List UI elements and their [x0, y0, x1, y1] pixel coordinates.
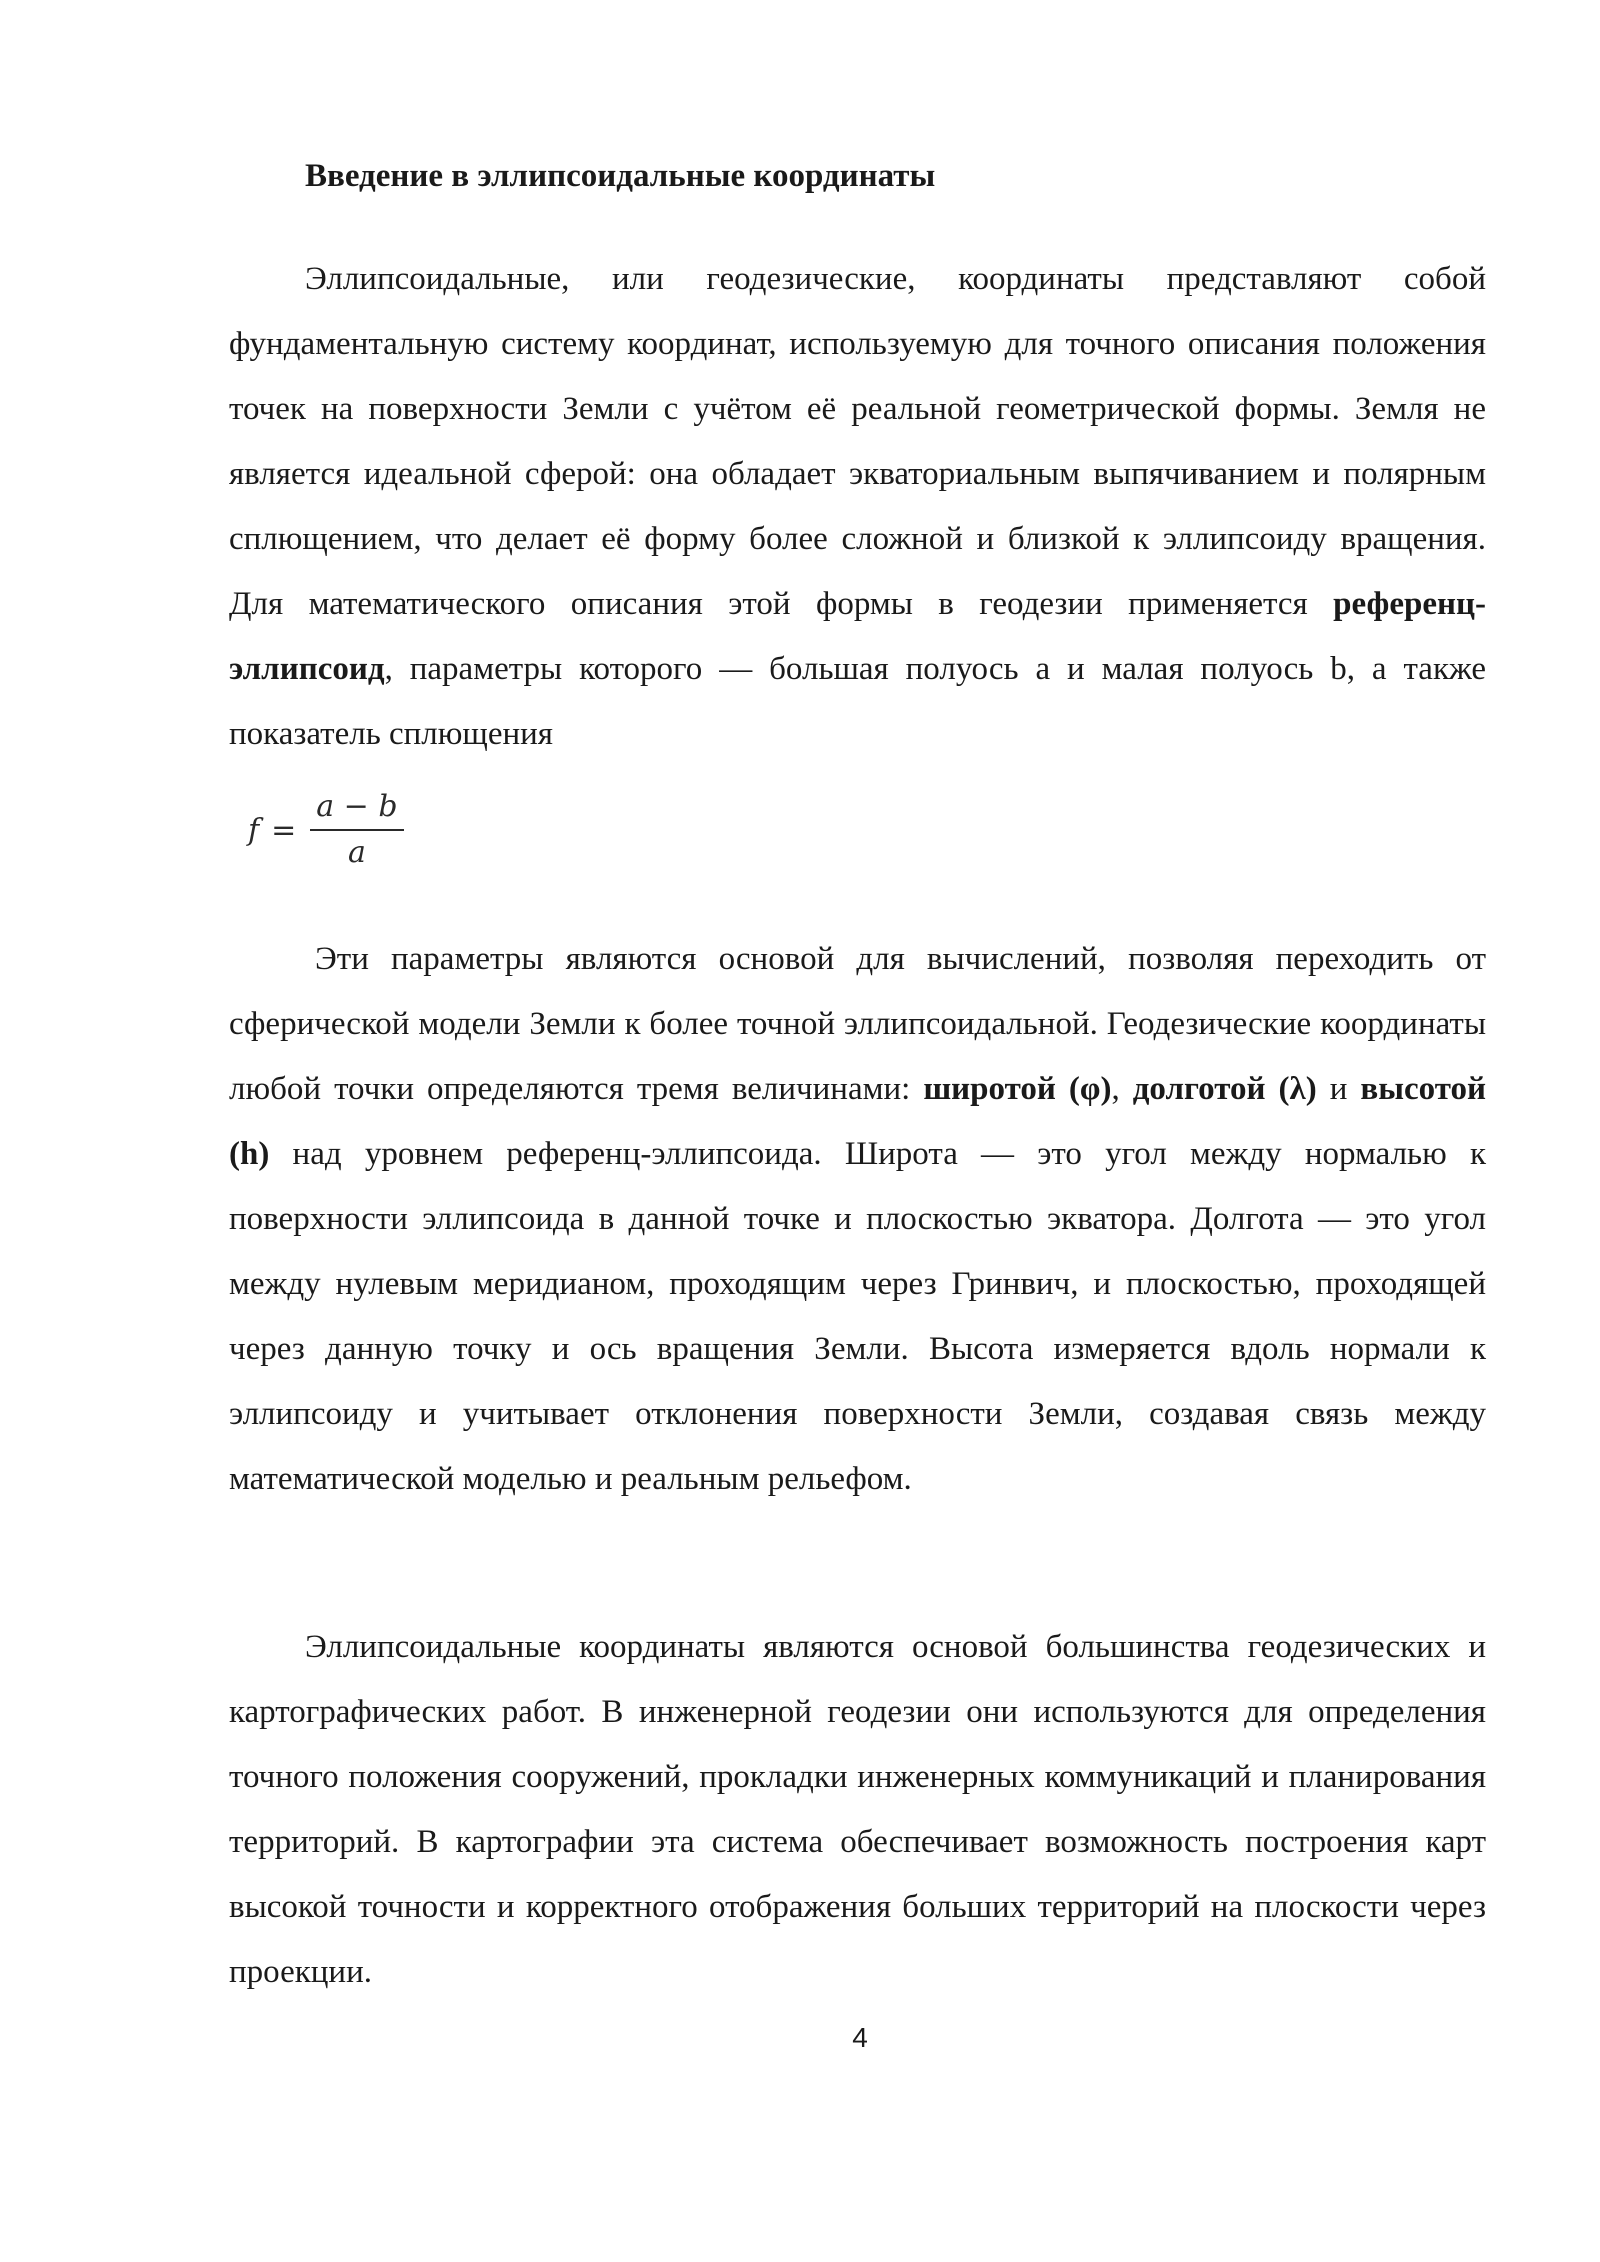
- height-term: высотой (h): [229, 1071, 1486, 1172]
- paragraph-1-text: [229, 247, 1486, 767]
- page-number: 4: [852, 2022, 868, 2053]
- formula-fraction: [310, 789, 403, 871]
- formula-numerator: a − b: [310, 789, 403, 831]
- paragraph-3: [229, 1615, 1486, 2005]
- reference-ellipsoid-term: референц-эллипсоид: [229, 586, 1486, 687]
- paragraph-1-part-2: , параметры которого — большая полуось a и малая полуось b, а также показатель сплющения: [229, 651, 1486, 752]
- paragraph-1-part-1: Эллипсоидальные, или геодезические, координаты представляют собой фундаментальную систему координат, используемую для точного описания положения точек на поверхности Земли с учётом её реальной геометрической формы. Земля не является идеальной сферой: она обладает экваториальным выпячиванием и полярным сплющением, что делает её форму более сложной и близкой к эллипсоиду вращения. Для математического описания этой формы в геодезии применяется: [229, 261, 1486, 622]
- flattening-formula: [248, 785, 404, 875]
- paragraph-3-text: Эллипсоидальные координаты являются основой большинства геодезических и картографических работ. В инженерной геодезии они используются для определения точного положения сооружений, прокладки инженерных коммуникаций и планирования территорий. В картографии эта система обеспечивает возможность построения карт высокой точности и корректного отображения больших территорий на плоскости через проекции.: [229, 1629, 1486, 1990]
- paragraph-2: [229, 927, 1486, 1512]
- paragraph-2-separator-1: ,: [1111, 1071, 1133, 1107]
- formula-lhs: f: [248, 812, 260, 848]
- formula-denominator: a: [347, 835, 366, 870]
- paragraph-2-part-1: Эти параметры являются основой для вычислений, позволяя переходить от сферической модели Земли к более точной эллипсоидальной. Геодезические координаты любой точки определяются тремя величинами:: [229, 941, 1486, 1107]
- latitude-term: широтой (φ): [923, 1071, 1112, 1107]
- paragraph-2-text: [229, 927, 1486, 1512]
- formula-equals: =: [271, 812, 297, 848]
- paragraph-2-part-2: над уровнем референц-эллипсоида. Широта — это угол между нормалью к поверхности эллипсоида в данной точке и плоскостью экватора. Долгота — это угол между нулевым меридианом, проходящим через Гринвич, и плоскостью, проходящей через данную точку и ось вращения Земли. Высота измеряется вдоль нормали к эллипсоиду и учитывает отклонения поверхности Земли, создавая связь между математической моделью и реальным рельефом.: [229, 1136, 1486, 1497]
- paragraph-2-separator-2: и: [1316, 1071, 1361, 1107]
- section-heading: Введение в эллипсоидальные координаты: [305, 158, 936, 194]
- longitude-term: долготой (λ): [1132, 1071, 1317, 1107]
- paragraph-1: [229, 247, 1486, 767]
